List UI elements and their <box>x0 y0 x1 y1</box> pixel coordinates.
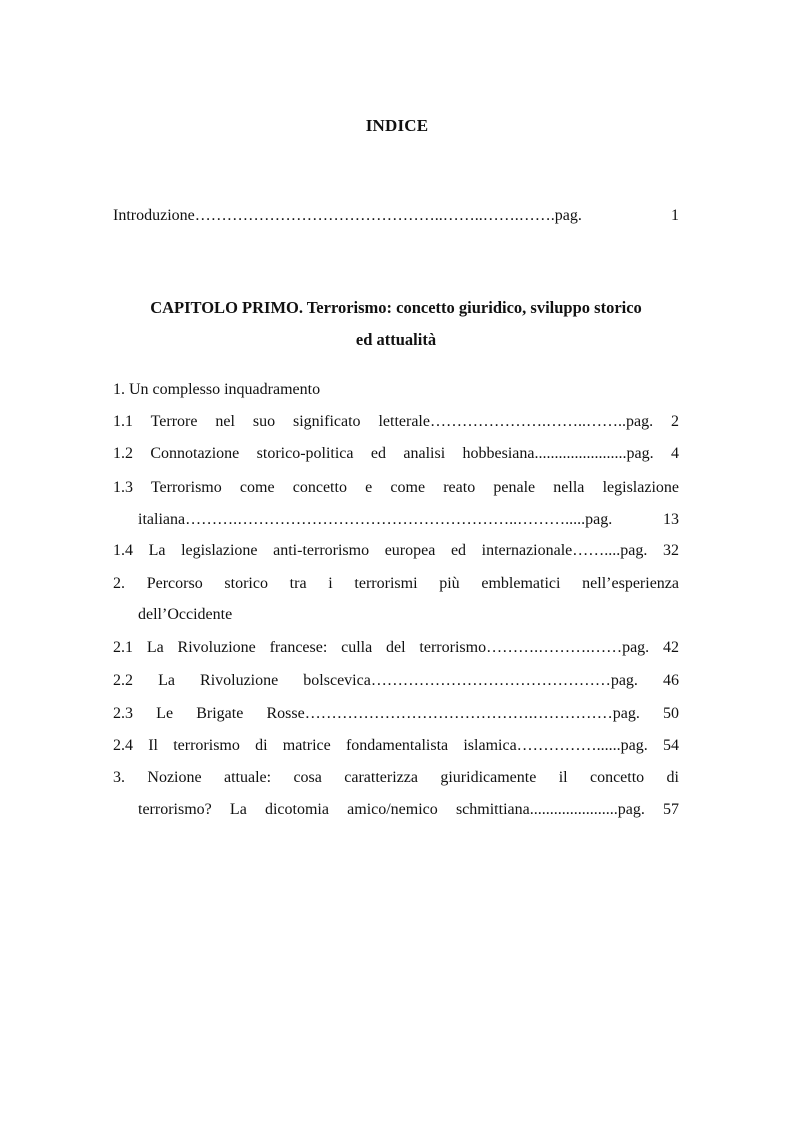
toc-section-1-1[interactable]: 1.1 Terrore nel suo significato letterale………………….……..……..pag. 2 <box>113 413 679 430</box>
index-title: INDICE <box>365 116 429 135</box>
toc-section-3-continued[interactable]: terrorismo? La dicotomia amico/nemico schmittiana......................pag. 57 <box>138 801 679 818</box>
toc-section-3[interactable]: 3. Nozione attuale: cosa caratterizza giuridicamente il concetto di <box>113 769 679 786</box>
toc-section-2-2[interactable]: 2.2 La Rivoluzione bolscevica………………………………………pag. 46 <box>113 672 679 689</box>
toc-section-2-3[interactable]: 2.3 Le Brigate Rosse…………………………………….……………pag. 50 <box>113 705 679 722</box>
chapter-title-line1: CAPITOLO PRIMO. Terrorismo: concetto giuridico, sviluppo storico <box>150 298 642 317</box>
toc-section-2-4[interactable]: 2.4 Il terrorismo di matrice fondamentalista islamica……………......pag. 54 <box>113 737 679 754</box>
toc-section-1[interactable]: 1. Un complesso inquadramento <box>113 381 321 398</box>
toc-section-2[interactable]: 2. Percorso storico tra i terrorismi più emblematici nell’esperienza <box>113 575 679 592</box>
chapter-title-line2: ed attualità <box>355 330 437 349</box>
toc-section-2-continued[interactable]: dell’Occidente <box>138 606 233 623</box>
toc-section-1-2[interactable]: 1.2 Connotazione storico-politica ed analisi hobbesiana.......................pag. 4 <box>113 445 679 462</box>
toc-section-1-4[interactable]: 1.4 La legislazione anti-terrorismo europea ed internazionale……....pag. 32 <box>113 542 679 559</box>
toc-introduction[interactable]: Introduzione………………………………………..……..…….…….pag. 1 <box>113 207 679 224</box>
toc-section-1-3[interactable]: 1.3 Terrorismo come concetto e come reato penale nella legislazione <box>113 479 679 496</box>
toc-section-2-1[interactable]: 2.1 La Rivoluzione francese: culla del terrorismo……….……….……pag. 42 <box>113 639 679 656</box>
toc-section-1-3-continued[interactable]: italiana……….……………………………………………..……….....pag. 13 <box>138 511 679 528</box>
